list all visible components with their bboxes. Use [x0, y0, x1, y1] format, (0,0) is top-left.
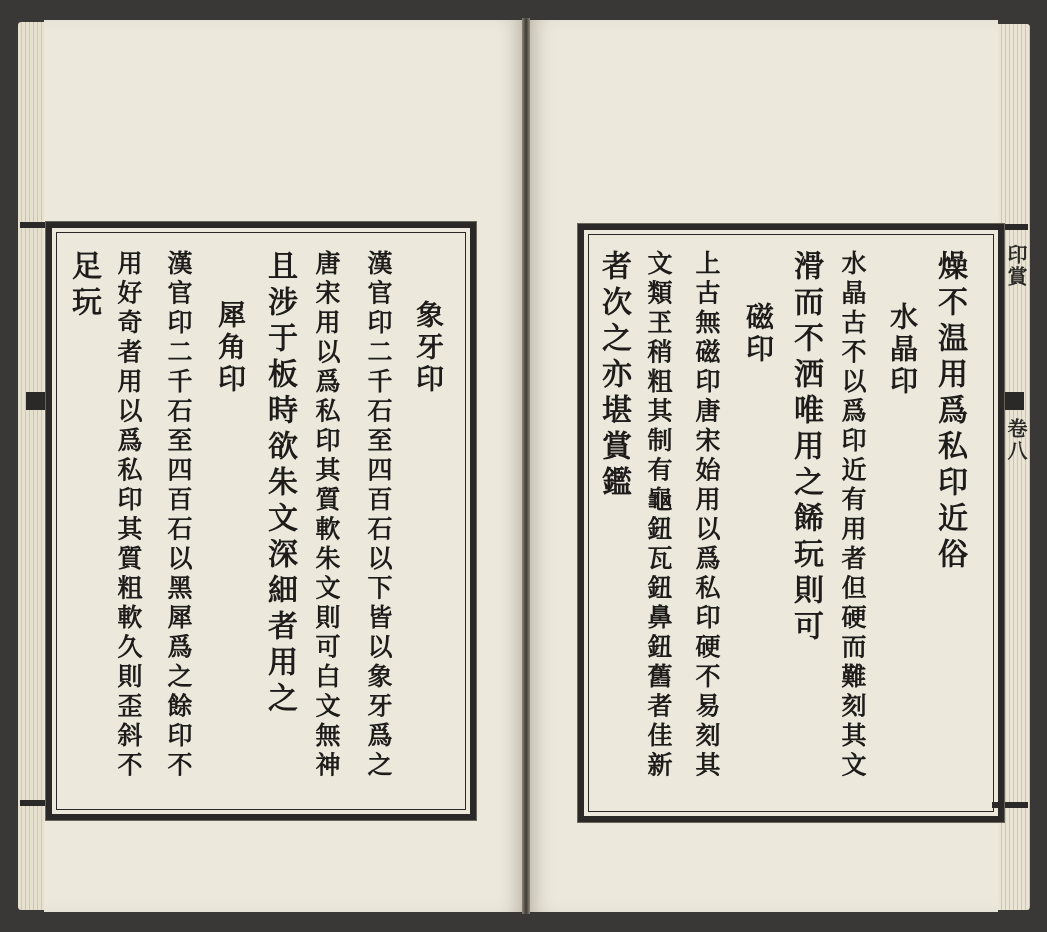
- heading-rhino-horn-seal: 犀角印: [214, 300, 247, 396]
- text-column: 唐宋用以爲私印其質軟朱文則可白文無神: [312, 250, 341, 781]
- text-column: 上古無磁印唐宋始用以爲私印硬不易刻其: [692, 250, 721, 781]
- volume-number: 卷八: [1004, 418, 1028, 462]
- heading-porcelain-seal: 磁印: [742, 302, 775, 366]
- text-column: 燥不温用爲私印近俗: [932, 250, 967, 574]
- text-column: 且涉于板時欲朱文深細者用之: [262, 250, 297, 718]
- book-gutter: [522, 18, 530, 914]
- text-column: 文類玊稍粗其制有龜鈕瓦鈕鼻鈕舊者佳新: [644, 250, 673, 781]
- text-column: 漢官印二千石至四百石以黑犀爲之餘印不: [164, 250, 193, 781]
- text-column: 滑而不洒唯用之餙玩則可: [788, 250, 823, 646]
- right-text-frame: [578, 224, 1004, 822]
- text-column: 用好奇者用以爲私印其質粗軟久則歪斜不: [114, 250, 143, 781]
- running-title: 印賞: [1004, 244, 1028, 288]
- text-column: 者次之亦堪賞鑑: [596, 250, 631, 502]
- heading-ivory-seal: 象牙印: [412, 300, 445, 396]
- heading-crystal-seal: 水晶印: [886, 302, 919, 398]
- text-column: 水晶古不以爲印近有用者但硬而難刻其文: [838, 250, 867, 781]
- text-column: 漢官印二千石至四百石以下皆以象牙爲之: [364, 250, 393, 781]
- left-text-frame: [46, 222, 476, 820]
- text-column: 足玩: [66, 250, 101, 322]
